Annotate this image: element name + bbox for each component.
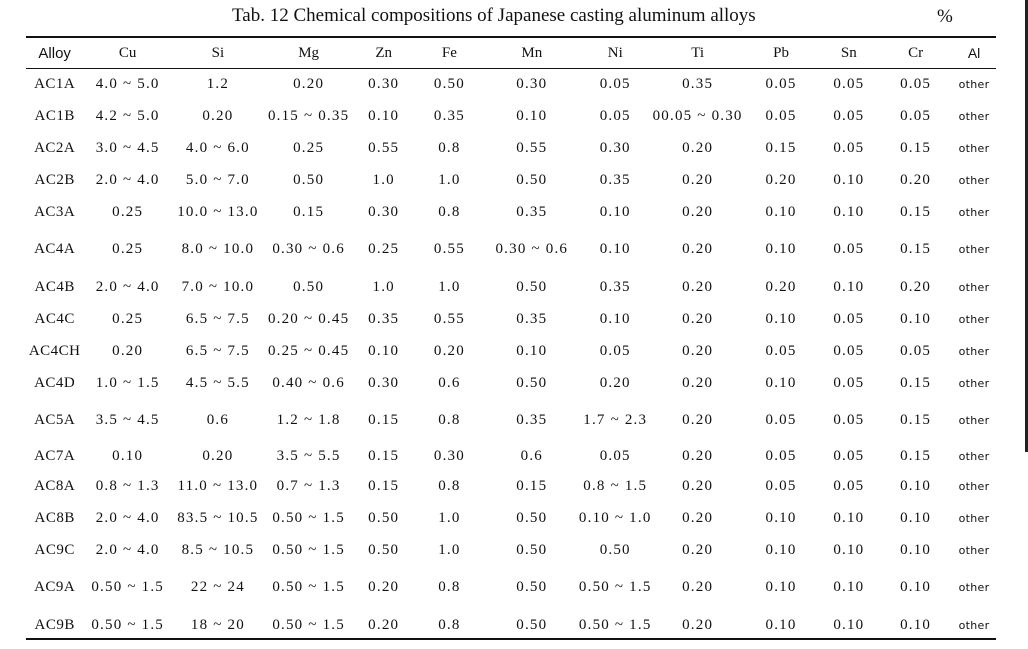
- ni-cell: 0.50 ~ 1.5: [578, 616, 652, 633]
- si-cell: 4.5 ~ 5.5: [185, 374, 250, 391]
- alloy-cell: AC8A: [34, 477, 76, 494]
- cu-cell: 0.25: [112, 241, 144, 257]
- pb-cell: 0.20: [765, 278, 797, 295]
- sn-cell: 0.05: [833, 374, 865, 391]
- fe-cell: 0.55: [433, 310, 465, 327]
- mg-cell: 0.25: [293, 139, 325, 156]
- pb-cell: 0.20: [765, 171, 797, 188]
- zn-cell: 0.15: [368, 412, 400, 428]
- zn-cell: 0.20: [368, 579, 400, 595]
- zn-cell: 0.10: [368, 342, 400, 359]
- sn-cell: 0.05: [833, 310, 865, 327]
- mg-cell: 0.50: [293, 278, 325, 295]
- fe-cell: 1.0: [438, 541, 461, 558]
- si-cell: 7.0 ~ 10.0: [181, 278, 255, 295]
- si-cell: 0.6: [206, 412, 230, 428]
- cr-cell: 0.10: [900, 310, 932, 327]
- si-cell: 0.20: [202, 107, 234, 124]
- ni-cell: 0.10: [599, 241, 631, 257]
- ni-cell: 0.50: [599, 541, 631, 558]
- mn-cell: 0.15: [516, 477, 548, 494]
- zn-cell: 0.20: [368, 616, 400, 633]
- column-header-zn: Zn: [375, 44, 393, 61]
- mn-cell: 0.30 ~ 0.6: [495, 241, 569, 257]
- si-cell: 0.20: [202, 447, 234, 464]
- ti-cell: 0.20: [682, 139, 714, 156]
- al-cell: other: [958, 376, 990, 390]
- fe-cell: 0.8: [438, 139, 461, 156]
- table-row: [26, 196, 996, 228]
- cr-cell: 0.05: [900, 342, 932, 359]
- al-cell: other: [958, 77, 990, 91]
- alloy-cell: AC7A: [34, 447, 76, 464]
- cr-cell: 0.10: [900, 509, 932, 526]
- table-row: [26, 100, 996, 132]
- ni-cell: 0.10: [599, 310, 631, 327]
- table-row: [26, 566, 996, 609]
- mg-cell: 0.40 ~ 0.6: [272, 374, 345, 391]
- mg-cell: 0.25 ~ 0.45: [267, 342, 350, 359]
- sn-cell: 0.05: [833, 139, 865, 156]
- si-cell: 18 ~ 20: [190, 616, 245, 633]
- header-row: [26, 38, 996, 68]
- cu-cell: 0.25: [112, 310, 144, 327]
- pb-cell: 0.10: [765, 374, 797, 391]
- alloy-cell: AC8B: [34, 509, 75, 526]
- column-header-sn: Sn: [840, 44, 857, 61]
- si-cell: 8.0 ~ 10.0: [181, 241, 255, 257]
- mn-cell: 0.55: [516, 139, 548, 156]
- si-cell: 11.0 ~ 13.0: [177, 477, 259, 494]
- sn-cell: 0.05: [833, 447, 865, 464]
- mn-cell: 0.50: [516, 541, 548, 558]
- ti-cell: 0.20: [682, 509, 714, 526]
- ti-cell: 0.20: [682, 616, 714, 633]
- cr-cell: 0.10: [900, 477, 932, 494]
- mn-cell: 0.10: [516, 107, 548, 124]
- sn-cell: 0.05: [833, 107, 865, 124]
- mn-cell: 0.50: [516, 616, 548, 633]
- al-cell: other: [958, 312, 990, 326]
- cr-cell: 0.20: [900, 278, 932, 295]
- fe-cell: 0.55: [433, 241, 465, 257]
- mg-cell: 0.50 ~ 1.5: [272, 616, 345, 633]
- zn-cell: 0.10: [368, 107, 400, 124]
- mn-cell: 0.50: [516, 278, 548, 295]
- mg-cell: 3.5 ~ 5.5: [276, 447, 341, 464]
- unit-label: %: [937, 6, 953, 27]
- fe-cell: 0.20: [433, 342, 465, 359]
- ti-cell: 0.20: [682, 342, 714, 359]
- mn-cell: 0.50: [516, 374, 548, 391]
- alloy-cell: AC1A: [34, 75, 76, 92]
- zn-cell: 0.30: [368, 75, 400, 92]
- pb-cell: 0.05: [765, 477, 797, 494]
- al-cell: other: [958, 280, 990, 294]
- column-header-mg: Mg: [298, 44, 320, 61]
- zn-cell: 0.55: [368, 139, 400, 156]
- sn-cell: 0.05: [833, 412, 865, 428]
- fe-cell: 1.0: [438, 278, 461, 295]
- alloy-cell: AC4D: [34, 374, 76, 391]
- table-row: [26, 470, 996, 502]
- ni-cell: 0.8 ~ 1.5: [583, 477, 648, 494]
- column-header-al: Al: [967, 45, 981, 61]
- pb-cell: 0.05: [765, 107, 797, 124]
- alloy-cell: AC2A: [34, 139, 76, 156]
- mn-cell: 0.35: [516, 412, 548, 428]
- pb-cell: 0.05: [765, 447, 797, 464]
- column-header-fe: Fe: [441, 44, 457, 61]
- cr-cell: 0.15: [900, 203, 932, 220]
- ti-cell: 0.20: [682, 412, 714, 428]
- mn-cell: 0.10: [516, 342, 548, 359]
- al-cell: other: [958, 141, 990, 155]
- table-row: [26, 399, 996, 442]
- fe-cell: 0.8: [438, 477, 461, 494]
- ti-cell: 0.35: [682, 75, 714, 92]
- cu-cell: 0.8 ~ 1.3: [95, 477, 160, 494]
- mg-cell: 0.50: [293, 171, 325, 188]
- ti-cell: 0.20: [682, 171, 714, 188]
- al-cell: other: [958, 109, 990, 123]
- ti-cell: 0.20: [682, 241, 714, 257]
- ni-cell: 0.05: [599, 342, 631, 359]
- pb-cell: 0.10: [765, 241, 797, 257]
- cu-cell: 2.0 ~ 4.0: [95, 509, 160, 526]
- column-header-mn: Mn: [521, 44, 543, 61]
- table-row: [26, 164, 996, 196]
- zn-cell: 0.25: [368, 241, 400, 257]
- table-title: Tab. 12 Chemical compositions of Japanese casting aluminum alloys: [232, 5, 756, 26]
- fe-cell: 0.8: [438, 616, 461, 633]
- ni-cell: 0.50 ~ 1.5: [578, 579, 652, 595]
- alloy-cell: AC4CH: [28, 342, 81, 359]
- mn-cell: 0.50: [516, 579, 548, 595]
- si-cell: 22 ~ 24: [190, 579, 245, 595]
- table-row: [26, 367, 996, 399]
- cu-cell: 0.50 ~ 1.5: [91, 616, 164, 633]
- si-cell: 6.5 ~ 7.5: [185, 310, 250, 327]
- mn-cell: 0.6: [520, 447, 543, 464]
- mg-cell: 0.15 ~ 0.35: [267, 107, 350, 124]
- pb-cell: 0.05: [765, 342, 797, 359]
- zn-cell: 0.30: [368, 203, 400, 220]
- cr-cell: 0.10: [900, 616, 932, 633]
- zn-cell: 0.30: [368, 374, 400, 391]
- cu-cell: 1.0 ~ 1.5: [95, 374, 160, 391]
- al-cell: other: [958, 479, 990, 493]
- ni-cell: 0.20: [599, 374, 631, 391]
- fe-cell: 0.50: [433, 75, 465, 92]
- mg-cell: 1.2 ~ 1.8: [276, 412, 341, 428]
- pb-cell: 0.10: [765, 203, 797, 220]
- table-row: [26, 132, 996, 164]
- table-row: [26, 442, 996, 470]
- ti-cell: 0.20: [682, 278, 714, 295]
- fe-cell: 1.0: [438, 171, 461, 188]
- cu-cell: 4.2 ~ 5.0: [95, 107, 160, 124]
- al-cell: other: [958, 205, 990, 219]
- al-cell: other: [958, 173, 990, 187]
- alloy-cell: AC9C: [34, 541, 75, 558]
- sn-cell: 0.10: [833, 541, 865, 558]
- sn-cell: 0.05: [833, 477, 865, 494]
- column-header-cr: Cr: [908, 44, 924, 61]
- cu-cell: 2.0 ~ 4.0: [95, 171, 160, 188]
- sn-cell: 0.10: [833, 278, 865, 295]
- ni-cell: 0.10: [599, 203, 631, 220]
- cu-cell: 0.10: [112, 447, 144, 464]
- mg-cell: 0.20: [293, 75, 325, 92]
- ni-cell: 0.35: [599, 171, 631, 188]
- fe-cell: 0.8: [438, 203, 461, 220]
- zn-cell: 0.15: [368, 477, 400, 494]
- cr-cell: 0.15: [900, 447, 932, 464]
- table-row: [26, 303, 996, 335]
- sn-cell: 0.05: [833, 342, 865, 359]
- mn-cell: 0.35: [516, 203, 548, 220]
- cu-cell: 2.0 ~ 4.0: [95, 278, 160, 295]
- table-row: [26, 271, 996, 303]
- column-header-alloy: Alloy: [38, 44, 71, 62]
- pb-cell: 0.05: [765, 412, 797, 428]
- cr-cell: 0.15: [900, 374, 932, 391]
- pb-cell: 0.15: [765, 139, 797, 156]
- si-cell: 5.0 ~ 7.0: [185, 171, 250, 188]
- mg-cell: 0.30 ~ 0.6: [272, 241, 345, 257]
- column-header-ti: Ti: [691, 44, 705, 61]
- fe-cell: 0.8: [438, 412, 461, 428]
- al-cell: other: [958, 414, 990, 427]
- column-header-pb: Pb: [773, 44, 789, 61]
- alloy-cell: AC4A: [34, 241, 76, 257]
- cu-cell: 3.0 ~ 4.5: [95, 139, 160, 156]
- cu-cell: 0.20: [112, 342, 144, 359]
- ti-cell: 0.20: [682, 477, 714, 494]
- table-row: [26, 534, 996, 566]
- zn-cell: 0.35: [368, 310, 400, 327]
- fe-cell: 0.35: [433, 107, 465, 124]
- cr-cell: 0.15: [900, 139, 932, 156]
- cr-cell: 0.20: [900, 171, 932, 188]
- zn-cell: 1.0: [372, 171, 395, 188]
- composition-table: [26, 38, 996, 641]
- cr-cell: 0.15: [900, 241, 932, 257]
- zn-cell: 0.50: [368, 541, 400, 558]
- mg-cell: 0.50 ~ 1.5: [272, 579, 345, 595]
- ti-cell: 0.20: [682, 203, 714, 220]
- si-cell: 10.0 ~ 13.0: [177, 203, 259, 220]
- mg-cell: 0.7 ~ 1.3: [276, 477, 341, 494]
- alloy-cell: AC1B: [34, 107, 75, 124]
- si-cell: 8.5 ~ 10.5: [181, 541, 255, 558]
- column-header-si: Si: [211, 44, 225, 61]
- table-row: [26, 609, 996, 641]
- ni-cell: 1.7 ~ 2.3: [583, 412, 648, 428]
- cu-cell: 0.25: [112, 203, 144, 220]
- cr-cell: 0.05: [900, 107, 932, 124]
- al-cell: other: [958, 449, 990, 463]
- ti-cell: 0.20: [682, 541, 714, 558]
- mn-cell: 0.35: [516, 310, 548, 327]
- al-cell: other: [958, 618, 990, 632]
- si-cell: 1.2: [206, 75, 230, 92]
- ti-cell: 0.20: [682, 310, 714, 327]
- cr-cell: 0.05: [900, 75, 932, 92]
- sn-cell: 0.05: [833, 241, 865, 257]
- table-row: [26, 335, 996, 367]
- ni-cell: 0.05: [599, 107, 631, 124]
- ni-cell: 0.05: [599, 447, 631, 464]
- cr-cell: 0.10: [900, 579, 932, 595]
- al-cell: other: [958, 243, 990, 256]
- alloy-cell: AC3A: [34, 203, 76, 220]
- mn-cell: 0.30: [516, 75, 548, 92]
- alloy-cell: AC4C: [34, 310, 75, 327]
- pb-cell: 0.10: [765, 509, 797, 526]
- sn-cell: 0.10: [833, 509, 865, 526]
- sn-cell: 0.10: [833, 579, 865, 595]
- fe-cell: 0.6: [438, 374, 461, 391]
- mn-cell: 0.50: [516, 171, 548, 188]
- sn-cell: 0.10: [833, 616, 865, 633]
- si-cell: 83.5 ~ 10.5: [177, 509, 259, 526]
- si-cell: 4.0 ~ 6.0: [185, 139, 250, 156]
- pb-cell: 0.10: [765, 616, 797, 633]
- sn-cell: 0.05: [833, 75, 865, 92]
- pb-cell: 0.05: [765, 75, 797, 92]
- alloy-cell: AC5A: [34, 412, 76, 428]
- cu-cell: 2.0 ~ 4.0: [95, 541, 160, 558]
- mg-cell: 0.20 ~ 0.45: [267, 310, 350, 327]
- ti-cell: 0.20: [682, 579, 714, 595]
- cr-cell: 0.15: [900, 412, 932, 428]
- cr-cell: 0.10: [900, 541, 932, 558]
- sn-cell: 0.10: [833, 171, 865, 188]
- mg-cell: 0.50 ~ 1.5: [272, 509, 345, 526]
- al-cell: other: [958, 543, 990, 557]
- cu-cell: 3.5 ~ 4.5: [95, 412, 160, 428]
- pb-cell: 0.10: [765, 541, 797, 558]
- mg-cell: 0.50 ~ 1.5: [272, 541, 345, 558]
- pb-cell: 0.10: [765, 579, 797, 595]
- ti-cell: 0.20: [682, 447, 714, 464]
- mn-cell: 0.50: [516, 509, 548, 526]
- mg-cell: 0.15: [293, 203, 325, 220]
- ni-cell: 0.05: [599, 75, 631, 92]
- zn-cell: 0.50: [368, 509, 400, 526]
- al-cell: other: [958, 581, 990, 594]
- cu-cell: 4.0 ~ 5.0: [95, 75, 160, 92]
- zn-cell: 1.0: [372, 278, 395, 295]
- ti-cell: 00.05 ~ 0.30: [652, 107, 743, 124]
- al-cell: other: [958, 511, 990, 525]
- si-cell: 6.5 ~ 7.5: [185, 342, 250, 359]
- ni-cell: 0.10 ~ 1.0: [578, 509, 652, 526]
- ni-cell: 0.30: [599, 139, 631, 156]
- al-cell: other: [958, 344, 990, 358]
- alloy-cell: AC9A: [34, 579, 76, 595]
- alloy-cell: AC9B: [34, 616, 75, 633]
- fe-cell: 1.0: [438, 509, 461, 526]
- table-row: [26, 68, 996, 100]
- table-row: [26, 502, 996, 534]
- fe-cell: 0.8: [438, 579, 461, 595]
- table-row: [26, 228, 996, 271]
- column-header-ni: Ni: [607, 44, 623, 61]
- alloy-cell: AC4B: [34, 278, 75, 295]
- pb-cell: 0.10: [765, 310, 797, 327]
- ti-cell: 0.20: [682, 374, 714, 391]
- alloy-cell: AC2B: [34, 171, 75, 188]
- ni-cell: 0.35: [599, 278, 631, 295]
- sn-cell: 0.10: [833, 203, 865, 220]
- zn-cell: 0.15: [368, 447, 400, 464]
- fe-cell: 0.30: [433, 447, 465, 464]
- column-header-cu: Cu: [118, 44, 137, 61]
- cu-cell: 0.50 ~ 1.5: [91, 579, 164, 595]
